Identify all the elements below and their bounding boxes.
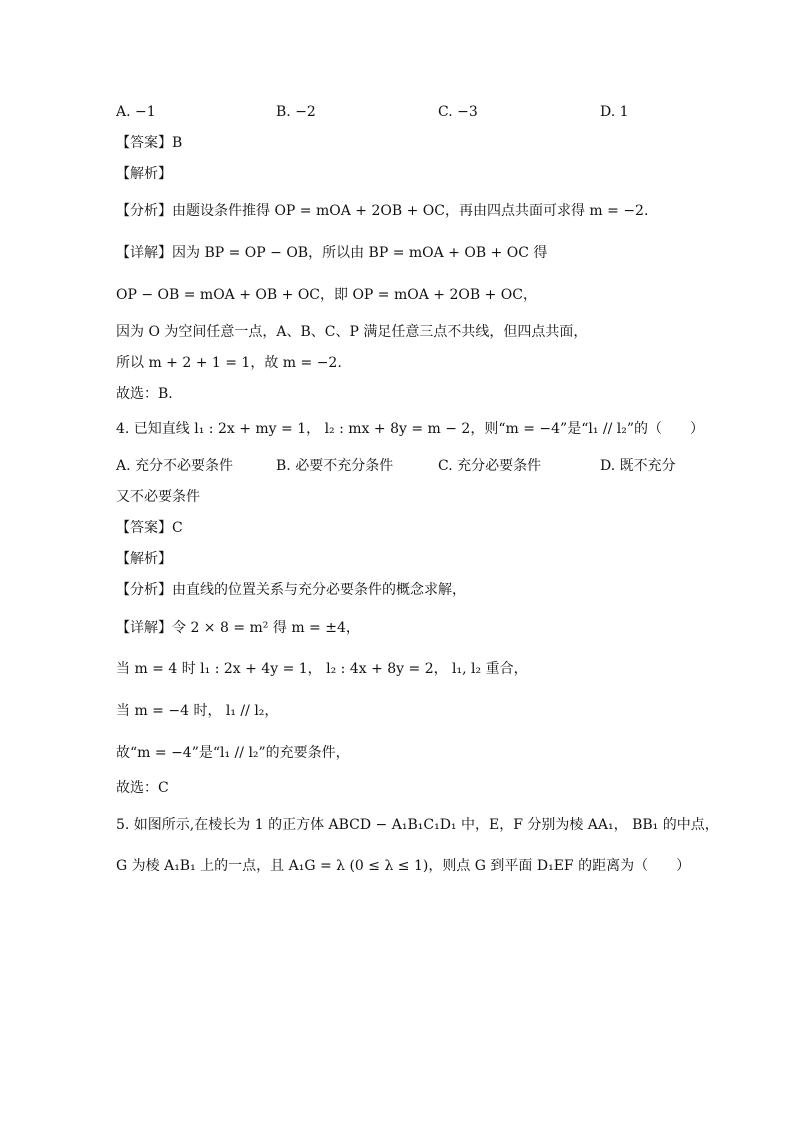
q4-answer: 【答案】C — [116, 520, 183, 536]
q5-stem-1: 5. 如图所示,在棱长为 1 的正方体 ABCD − A₁B₁C₁D₁ 中，E，F 分别为棱 AA₁， BB₁ 的中点， — [116, 817, 719, 833]
q3-choose: 故选：B. — [116, 386, 173, 402]
q3-xiangjie-3: 因为 O 为空间任意一点，A、B、C、P 满足任意三点不共线，但四点共面， — [116, 324, 588, 340]
q4-xiangjie-3: 当 m = −4 时， l₁ // l₂， — [116, 703, 279, 719]
q3-xiangjie-4: 所以 m + 2 + 1 = 1，故 m = −2. — [116, 355, 342, 371]
q3-xiangjie-2: OP − OB = mOA + OB + OC，即 OP = mOA + 2OB + OC， — [116, 287, 537, 303]
q4-fenxi: 【分析】由直线的位置关系与充分必要条件的概念求解， — [116, 582, 466, 598]
q4-xiangjie-1: 【详解】令 2 × 8 = m² 得 m = ±4， — [116, 620, 360, 636]
q3-option-d: D. 1 — [600, 104, 629, 120]
q4-analysis-tag: 【解析】 — [116, 551, 172, 567]
q5-stem-2: G 为棱 A₁B₁ 上的一点，且 A₁G = λ (0 ≤ λ ≤ 1)，则点 G 到平面 D₁EF 的距离为（ ） — [116, 858, 691, 874]
q3-fenxi: 【分析】由题设条件推得 OP = mOA + 2OB + OC，再由四点共面可求得 m = −2. — [116, 203, 649, 219]
q4-option-b: B. 必要不充分条件 — [276, 458, 394, 474]
q3-option-a: A. −1 — [116, 104, 156, 120]
q4-option-a: A. 充分不必要条件 — [116, 458, 234, 474]
q4-stem: 4. 已知直线 l₁ : 2x + my = 1， l₂ : mx + 8y = m − 2，则“m = −4”是“l₁ // l₂”的（ ） — [116, 421, 705, 437]
q4-option-c: C. 充分必要条件 — [438, 458, 542, 474]
q4-option-d: D. 既不充分 — [600, 458, 676, 474]
q3-answer: 【答案】B — [116, 135, 183, 151]
q4-xiangjie-4: 故“m = −4”是“l₁ // l₂”的充要条件， — [116, 745, 350, 761]
q3-option-c: C. −3 — [438, 104, 478, 120]
q4-xiangjie-2: 当 m = 4 时 l₁ : 2x + 4y = 1， l₂ : 4x + 8y = 2， l₁, l₂ 重合， — [116, 661, 528, 677]
q4-choose: 故选：C — [116, 780, 169, 796]
q3-option-b: B. −2 — [276, 104, 316, 120]
q3-xiangjie-1: 【详解】因为 BP = OP − OB，所以由 BP = mOA + OB + OC 得 — [116, 245, 548, 261]
q4-option-d-cont: 又不必要条件 — [116, 489, 200, 505]
q3-analysis-tag: 【解析】 — [116, 166, 172, 182]
